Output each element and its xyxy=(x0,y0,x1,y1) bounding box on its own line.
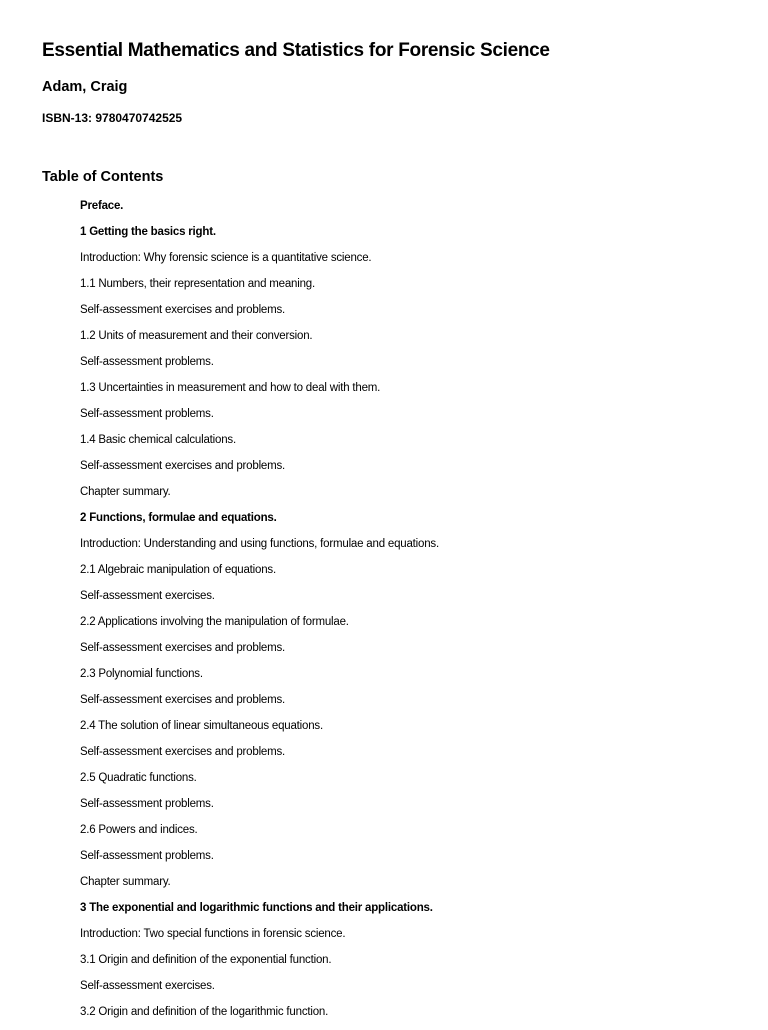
toc-entry: 2.3 Polynomial functions. xyxy=(80,668,203,680)
toc-entry: Self-assessment exercises and problems. xyxy=(80,304,286,316)
toc-entry: Chapter summary. xyxy=(80,486,171,498)
toc-entry: 2.2 Applications involving the manipulation of formulae. xyxy=(80,616,349,628)
book-author: Adam, Craig xyxy=(42,79,128,95)
toc-entry: Self-assessment problems. xyxy=(80,798,214,810)
toc-entry: 1.4 Basic chemical calculations. xyxy=(80,434,236,446)
toc-entry: 3.2 Origin and definition of the logarithmic function. xyxy=(80,1006,329,1018)
toc-entry: Self-assessment problems. xyxy=(80,408,214,420)
toc-chapter-heading: 3 The exponential and logarithmic functions and their applications. xyxy=(80,902,433,914)
toc-entry: Self-assessment problems. xyxy=(80,850,214,862)
toc-entry: 2.4 The solution of linear simultaneous equations. xyxy=(80,720,323,732)
toc-chapter-heading: 2 Functions, formulae and equations. xyxy=(80,512,277,524)
toc-entry: 3.1 Origin and definition of the exponential function. xyxy=(80,954,332,966)
toc-entry: Self-assessment exercises. xyxy=(80,980,215,992)
toc-entry: Introduction: Why forensic science is a quantitative science. xyxy=(80,252,372,264)
toc-entry: Self-assessment exercises and problems. xyxy=(80,694,286,706)
toc-chapter-heading: Preface. xyxy=(80,200,124,212)
toc-entry: 1.1 Numbers, their representation and meaning. xyxy=(80,278,315,290)
toc-entry: 1.2 Units of measurement and their conversion. xyxy=(80,330,313,342)
toc-entry: Introduction: Understanding and using functions, formulae and equations. xyxy=(80,538,439,550)
toc-entry: Self-assessment exercises and problems. xyxy=(80,746,286,758)
book-title: Essential Mathematics and Statistics for Forensic Science xyxy=(42,40,550,61)
toc-entry: 2.5 Quadratic functions. xyxy=(80,772,197,784)
toc-entry: Self-assessment problems. xyxy=(80,356,214,368)
toc-list xyxy=(80,198,439,1030)
toc-entry: Self-assessment exercises. xyxy=(80,590,215,602)
toc-chapter-heading: 1 Getting the basics right. xyxy=(80,226,216,238)
toc-entry: Self-assessment exercises and problems. xyxy=(80,642,286,654)
book-isbn: ISBN-13: 9780470742525 xyxy=(42,111,183,125)
toc-entry: Introduction: Two special functions in forensic science. xyxy=(80,928,346,940)
toc-heading: Table of Contents xyxy=(42,169,164,185)
toc-entry: Chapter summary. xyxy=(80,876,171,888)
toc-entry: 2.1 Algebraic manipulation of equations. xyxy=(80,564,276,576)
toc-entry: 1.3 Uncertainties in measurement and how to deal with them. xyxy=(80,382,381,394)
toc-entry: 2.6 Powers and indices. xyxy=(80,824,198,836)
toc-entry: Self-assessment exercises and problems. xyxy=(80,460,286,472)
